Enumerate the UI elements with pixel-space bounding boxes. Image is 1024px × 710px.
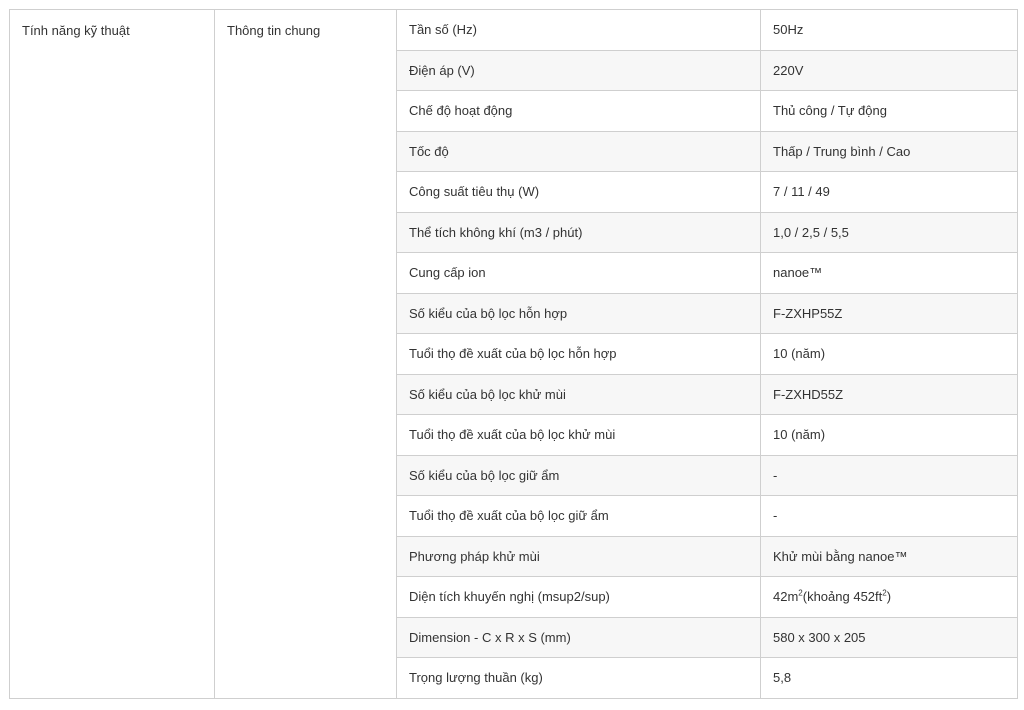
param-label: Diện tích khuyến nghị (msup2/sup) — [397, 577, 761, 618]
spec-table — [9, 9, 1018, 699]
param-value-area — [761, 577, 1018, 618]
param-label: Tuổi thọ đề xuất của bộ lọc hỗn hợp — [397, 334, 761, 375]
area-value-alt: (khoảng 452ft — [802, 589, 883, 605]
param-label: Thể tích không khí (m3 / phút) — [397, 212, 761, 253]
param-label: Công suất tiêu thụ (W) — [397, 172, 761, 213]
param-value: 10 (năm) — [761, 334, 1018, 375]
param-label: Tuổi thọ đề xuất của bộ lọc khử mùi — [397, 415, 761, 456]
param-value: 5,8 — [761, 658, 1018, 699]
param-value: 50Hz — [761, 10, 1018, 51]
param-value: F-ZXHD55Z — [761, 374, 1018, 415]
param-label: Cung cấp ion — [397, 253, 761, 294]
param-value: F-ZXHP55Z — [761, 293, 1018, 334]
param-label: Điện áp (V) — [397, 50, 761, 91]
param-value: 1,0 / 2,5 / 5,5 — [761, 212, 1018, 253]
param-label: Chế độ hoạt động — [397, 91, 761, 132]
param-label: Dimension - C x R x S (mm) — [397, 617, 761, 658]
param-label: Trọng lượng thuần (kg) — [397, 658, 761, 699]
area-value-alt-sup: 2 — [882, 588, 887, 598]
table-row — [10, 10, 1018, 51]
param-value: 580 x 300 x 205 — [761, 617, 1018, 658]
area-value-close: ) — [886, 589, 892, 605]
param-label: Số kiểu của bộ lọc giữ ẩm — [397, 455, 761, 496]
param-label: Tốc độ — [397, 131, 761, 172]
group-cell: Thông tin chung — [215, 10, 397, 699]
param-label: Tuổi thọ đề xuất của bộ lọc giữ ẩm — [397, 496, 761, 537]
param-value: - — [761, 455, 1018, 496]
param-label: Tần số (Hz) — [397, 10, 761, 51]
category-cell: Tính năng kỹ thuật — [10, 10, 215, 699]
param-value: 10 (năm) — [761, 415, 1018, 456]
area-value-main: 42m — [773, 589, 799, 605]
param-value: Thủ công / Tự động — [761, 91, 1018, 132]
param-label: Số kiểu của bộ lọc hỗn hợp — [397, 293, 761, 334]
param-value: 220V — [761, 50, 1018, 91]
param-value: 7 / 11 / 49 — [761, 172, 1018, 213]
param-label: Phương pháp khử mùi — [397, 536, 761, 577]
param-value: Thấp / Trung bình / Cao — [761, 131, 1018, 172]
param-value: - — [761, 496, 1018, 537]
param-value: nanoe™ — [761, 253, 1018, 294]
area-value-sup: 2 — [798, 588, 803, 598]
param-value: Khử mùi bằng nanoe™ — [761, 536, 1018, 577]
param-label: Số kiểu của bộ lọc khử mùi — [397, 374, 761, 415]
